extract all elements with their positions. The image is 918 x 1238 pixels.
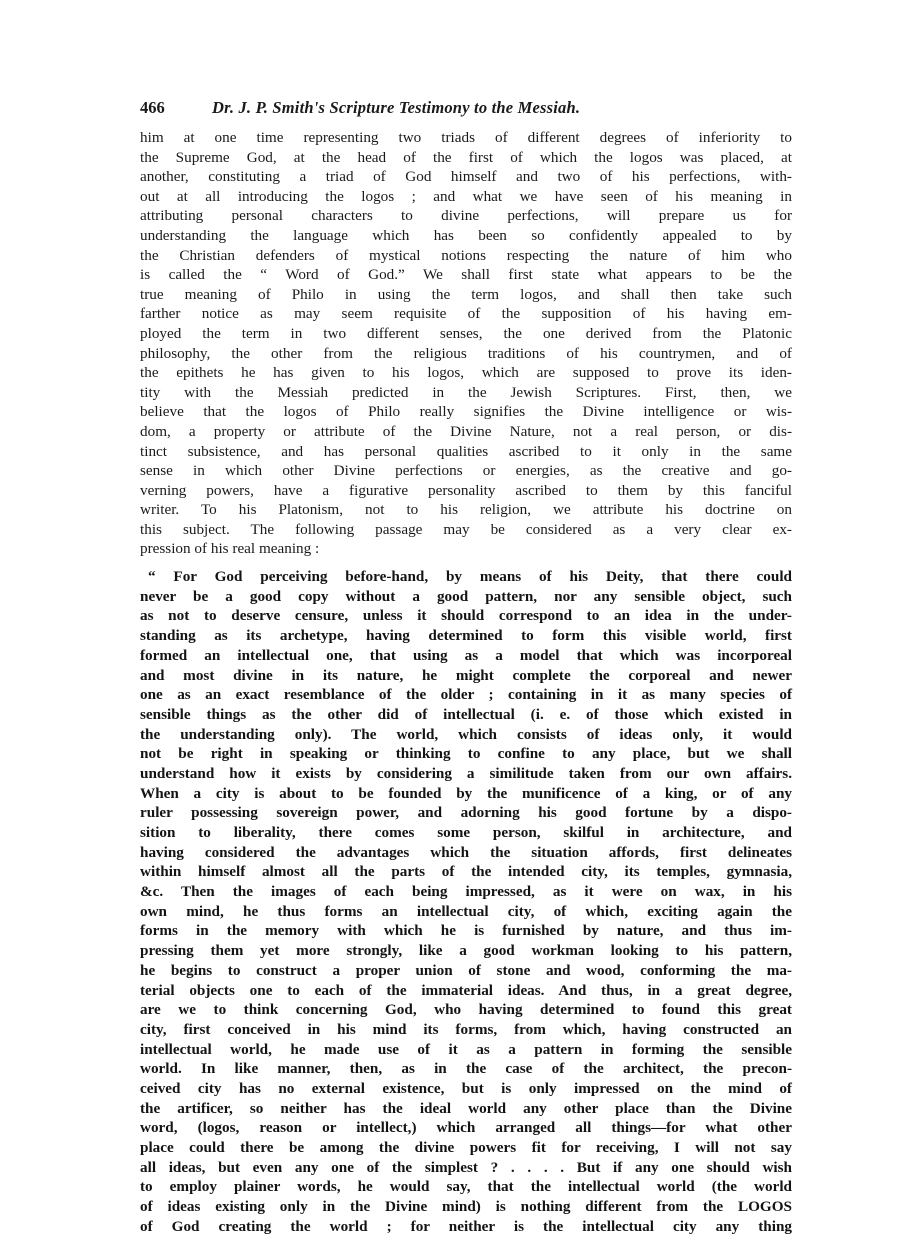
quote-text-line: within himself almost all the parts of the intended city, its temples, gymnasia, xyxy=(140,863,792,881)
body-text-line: attributing personal characters to divine perfections, will prepare us for xyxy=(140,207,792,225)
body-text-line: pression of his real meaning : xyxy=(140,540,320,558)
quote-text-line: sensible things as the other did of intellectual (i. e. of those which existed in xyxy=(140,705,792,723)
body-text-line: writer. To his Platonism, not to his religion, we attribute his doctrine on xyxy=(140,501,792,519)
quote-text-line: word, (logos, reason or intellect,) which arranged all things—for what other xyxy=(140,1119,792,1137)
body-text-line: understanding the language which has been so confidently appealed to by xyxy=(140,226,792,244)
body-text-line: believe that the logos of Philo really signifies the Divine intelligence or wis- xyxy=(140,403,792,421)
quote-text-line: sition to liberality, there comes some person, skilful in architecture, and xyxy=(140,824,792,841)
quote-text-line: intellectual world, he made use of it as a pattern in forming the sensible xyxy=(140,1040,792,1058)
running-title: Dr. J. P. Smith's Scripture Testimony to the Messiah. xyxy=(212,98,581,117)
quote-text-line: all ideas, but even any one of the simplest ? . . . . But if any one should wish xyxy=(140,1158,792,1176)
quote-text-line: terial objects one to each of the immaterial ideas. And thus, in a great degree, xyxy=(140,981,792,999)
body-paragraph xyxy=(140,128,792,559)
quote-text-line: not be right in speaking or thinking to confine to any place, but we shall xyxy=(140,745,792,763)
quote-text-line: own mind, he thus forms an intellectual city, of which, exciting again the xyxy=(140,902,792,920)
body-text-line: is called the “ Word of God.” We shall first state what appears to be the xyxy=(140,266,792,284)
body-text-line: true meaning of Philo in using the term logos, and shall then take such xyxy=(140,285,792,303)
quote-text-line: place could there be among the divine powers fit for receiving, I will not say xyxy=(140,1139,792,1156)
quote-text-line: pressing them yet more strongly, like a good workman looking to his pattern, xyxy=(140,942,792,960)
quote-text-line: When a city is about to be founded by the munificence of a king, or of any xyxy=(140,784,792,802)
quote-text-line: the understanding only). The world, which consists of ideas only, it would xyxy=(140,725,792,743)
body-text-line: sense in which other Divine perfections or energies, as the creative and go- xyxy=(140,462,792,480)
quote-text-line: of God creating the world ; for neither is the intellectual city any thing xyxy=(140,1217,792,1235)
body-text-line: out at all introducing the logos ; and what we have seen of his meaning in xyxy=(140,187,792,205)
book-page xyxy=(140,98,792,1236)
quote-text-line: are we to think concerning God, who having determined to found this great xyxy=(140,1001,792,1019)
body-text-line: philosophy, the other from the religious traditions of his countrymen, and of xyxy=(140,344,792,362)
body-text-line: ployed the term in two different senses, the one derived from the Platonic xyxy=(140,324,792,342)
body-text-line: dom, a property or attribute of the Divine Nature, not a real person, or dis- xyxy=(140,422,792,440)
page-number: 466 xyxy=(140,98,165,117)
quote-text-line: the artificer, so neither has the ideal world any other place than the Divine xyxy=(140,1099,792,1117)
body-text-line: tinct subsistence, and has personal qualities ascribed to it only in the same xyxy=(140,442,792,460)
running-head xyxy=(140,98,792,122)
quote-text-line: never be a good copy without a good pattern, nor any sensible object, such xyxy=(140,587,792,605)
body-text-line: him at one time representing two triads of different degrees of inferiority to xyxy=(140,129,792,146)
quote-text-line: of ideas existing only in the Divine mind) is nothing different from the LOGOS xyxy=(140,1198,792,1216)
quote-text-line: and most divine in its nature, he might complete the corporeal and newer xyxy=(140,666,792,684)
body-text-line: another, constituting a triad of God himself and two of his perfections, with- xyxy=(140,168,792,186)
block-quotation xyxy=(140,567,792,1236)
quote-text-line: one as an exact resemblance of the older ; containing in it as many species of xyxy=(140,686,792,704)
quote-text-line: to employ plainer words, he would say, that the intellectual world (the world xyxy=(140,1178,792,1196)
quote-text-line: “ For God perceiving before-hand, by means of his Deity, that there could xyxy=(148,568,792,586)
quote-text-line: ruler possessing sovereign power, and adorning his good fortune by a dispo- xyxy=(140,804,792,822)
quote-text-line: &c. Then the images of each being impressed, as it were on wax, in his xyxy=(140,883,792,901)
quote-text-line: as not to deserve censure, unless it should correspond to an idea in the under- xyxy=(140,607,792,625)
quote-text-line: city, first conceived in his mind its forms, from which, having constructed an xyxy=(140,1020,792,1038)
quote-text-line: world. In like manner, then, as in the case of the architect, the precon- xyxy=(140,1060,792,1078)
quote-text-line: he begins to construct a proper union of stone and wood, conforming the ma- xyxy=(140,961,792,979)
quote-text-line: forms in the memory with which he is furnished by nature, and thus im- xyxy=(140,922,792,940)
quote-text-line: ceived city has no external existence, but is only impressed on the mind of xyxy=(140,1079,792,1097)
body-text-line: farther notice as may seem requisite of the supposition of his having em- xyxy=(140,305,792,323)
body-text-line: the Supreme God, at the head of the first of which the logos was placed, at xyxy=(140,148,792,166)
quote-text-line: having considered the advantages which the situation affords, first delineates xyxy=(140,843,792,861)
body-text-line: tity with the Messiah predicted in the Jewish Scriptures. First, then, we xyxy=(140,383,792,401)
body-text-line: this subject. The following passage may be considered as a very clear ex- xyxy=(140,520,792,538)
quote-text-line: standing as its archetype, having determined to form this visible world, first xyxy=(140,627,792,645)
body-text-line: the epithets he has given to his logos, which are supposed to prove its iden- xyxy=(140,364,792,382)
quote-text-line: understand how it exists by considering a similitude taken from our own affairs. xyxy=(140,764,792,782)
quote-text-line: formed an intellectual one, that using as a model that which was incorporeal xyxy=(140,646,792,664)
body-text-line: verning powers, have a figurative personality ascribed to them by this fanciful xyxy=(140,481,792,499)
body-text-line: the Christian defenders of mystical notions respecting the nature of him who xyxy=(140,246,792,264)
